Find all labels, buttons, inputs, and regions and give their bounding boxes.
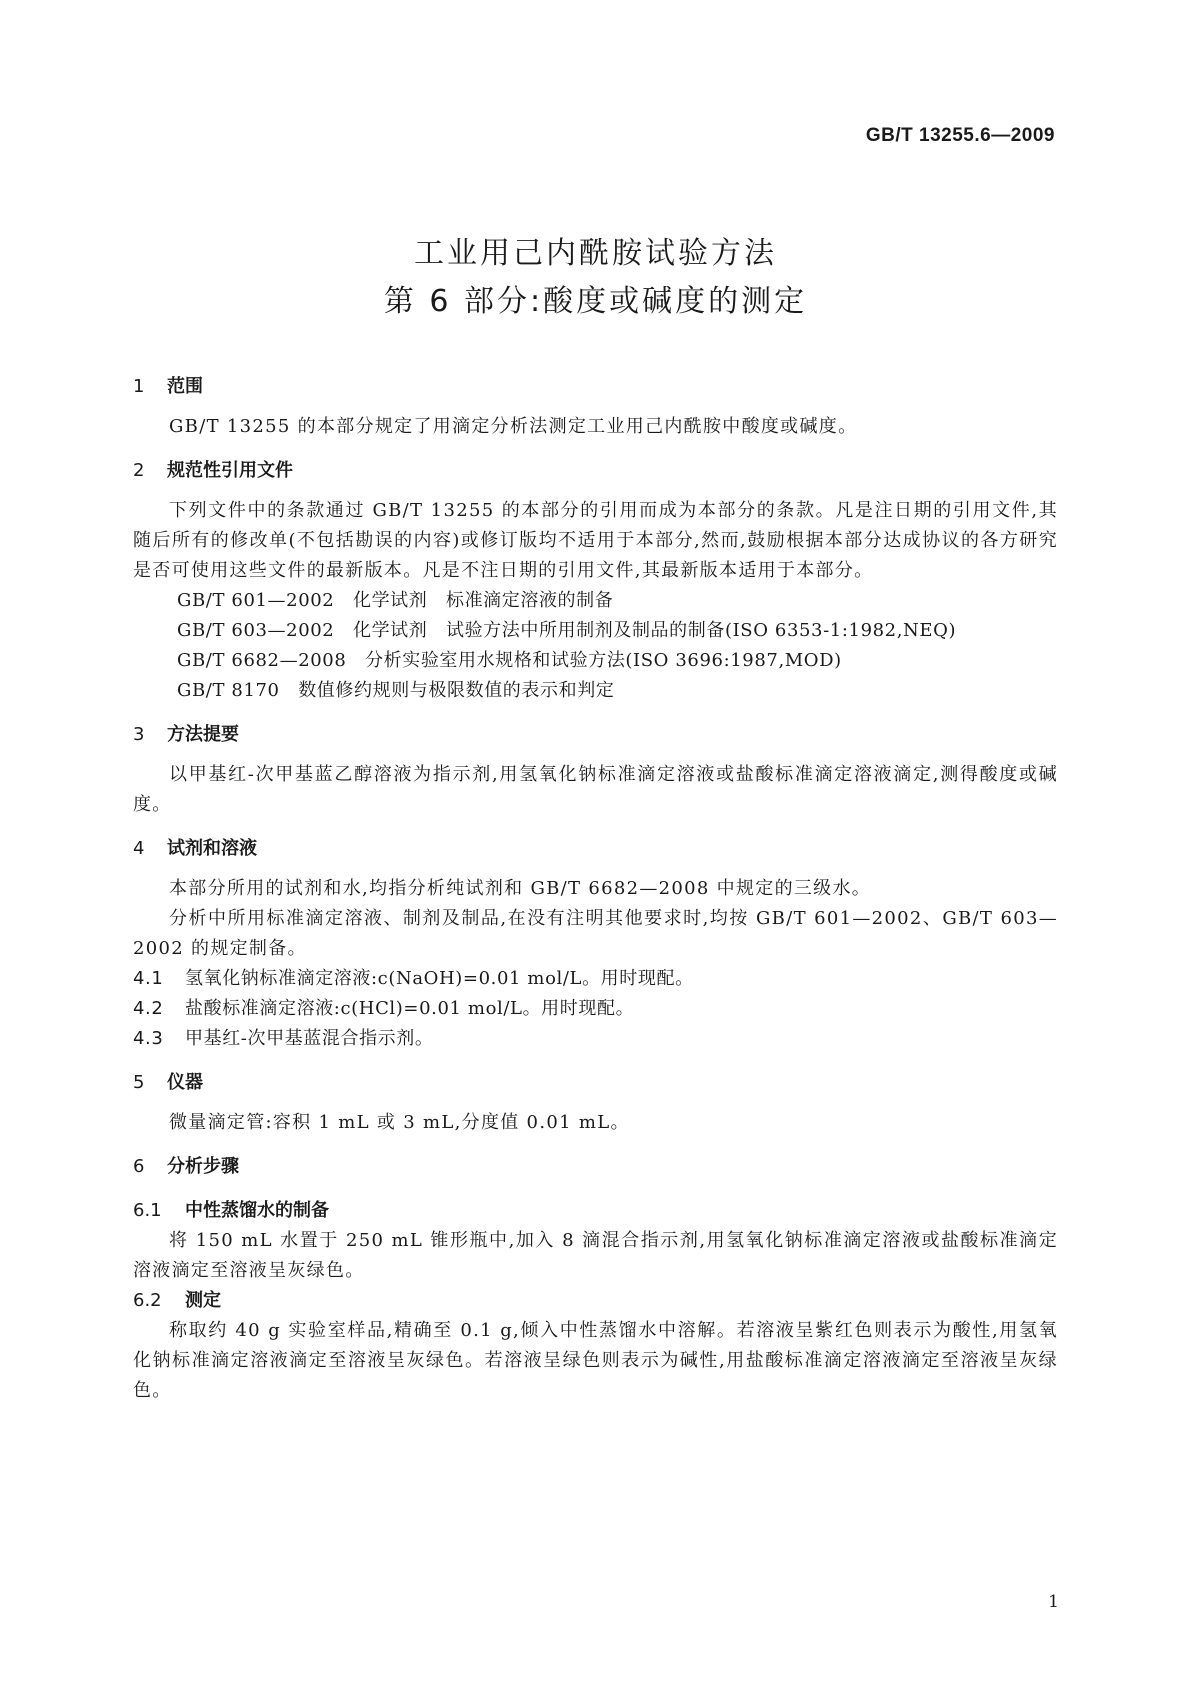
subsection-heading [133,1286,1058,1316]
clause-number: 4.2 [133,998,164,1019]
clause-text: 氢氧化钠标准滴定溶液:c(NaOH)=0.01 mol/L。用时现配。 [185,968,694,989]
paragraph: 将 150 mL 水置于 250 mL 锥形瓶中,加入 8 滴混合指示剂,用氢氧化钠标准滴定溶液或盐酸标准滴定溶液滴定至溶液呈灰绿色。 [133,1230,1058,1281]
reference-item: GB/T 6682—2008 分析实验室用水规格和试验方法(ISO 3696:1987,MOD) [177,650,842,671]
subsection-number: 6.2 [133,1290,162,1311]
subsection-number: 6.1 [133,1200,162,1221]
paragraph: 本部分所用的试剂和水,均指分析纯试剂和 GB/T 6682—2008 中规定的三级水。 [169,878,872,899]
section-number: 3 [133,724,145,745]
subsection-heading [133,1196,1058,1226]
section-heading-scope [133,372,1058,402]
paragraph: 下列文件中的条款通过 GB/T 13255 的本部分的引用而成为本部分的条款。凡是注日期的引用文件,其随后所有的修改单(不包括勘误的内容)或修订版均不适用于本部分,然而,鼓励根据本部分达成协议的各方研究是否可使用这些文件的最新版本。凡是不注日期的引用文件,其最新版本适用于本部分。 [133,500,1058,581]
section-heading-reagents [133,834,1058,864]
standard-number: GB/T 13255.6—2009 [865,125,1055,146]
clause-item [133,1024,1058,1054]
section-heading-apparatus [133,1068,1058,1098]
paragraph: 微量滴定管:容积 1 mL 或 3 mL,分度值 0.01 mL。 [169,1112,630,1133]
section-number: 1 [133,376,145,397]
section-number: 6 [133,1156,145,1177]
section-heading-normative-references [133,456,1058,486]
document-body [133,372,1058,1406]
clause-item [133,994,1058,1024]
document-subtitle: 第 6 部分:酸度或碱度的测定 [383,284,808,319]
section-number: 5 [133,1072,145,1093]
reference-item: GB/T 601—2002 化学试剂 标准滴定溶液的制备 [177,590,614,611]
clause-item [133,964,1058,994]
section-title: 试剂和溶液 [167,838,257,859]
subsection-title: 中性蒸馏水的制备 [185,1200,329,1221]
section-heading-principle [133,720,1058,750]
clause-text: 甲基红-次甲基蓝混合指示剂。 [185,1028,434,1049]
clause-number: 4.3 [133,1028,164,1049]
section-number: 2 [133,460,145,481]
paragraph: GB/T 13255 的本部分规定了用滴定分析法测定工业用己内酰胺中酸度或碱度。 [169,416,858,437]
section-number: 4 [133,838,145,859]
page-number: 1 [1048,1592,1059,1612]
paragraph: 分析中所用标准滴定溶液、制剂及制品,在没有注明其他要求时,均按 GB/T 601—2002、GB/T 603—2002 的规定制备。 [133,908,1058,959]
paragraph: 称取约 40 g 实验室样品,精确至 0.1 g,倾入中性蒸馏水中溶解。若溶液呈紫红色则表示为酸性,用氢氧化钠标准滴定溶液滴定至溶液呈灰绿色。若溶液呈绿色则表示为碱性,用盐酸标准滴定溶液滴定至溶液呈灰绿色。 [133,1320,1058,1401]
section-title: 方法提要 [167,724,239,745]
subsection-title: 测定 [185,1290,221,1311]
section-title: 分析步骤 [167,1156,239,1177]
reference-item: GB/T 603—2002 化学试剂 试验方法中所用制剂及制品的制备(ISO 6353-1:1982,NEQ) [177,620,957,641]
reference-item: GB/T 8170 数值修约规则与极限数值的表示和判定 [177,680,615,701]
paragraph: 以甲基红-次甲基蓝乙醇溶液为指示剂,用氢氧化钠标准滴定溶液或盐酸标准滴定溶液滴定,测得酸度或碱度。 [133,764,1058,815]
section-title: 仪器 [167,1072,203,1093]
clause-number: 4.1 [133,968,164,989]
clause-text: 盐酸标准滴定溶液:c(HCl)=0.01 mol/L。用时现配。 [185,998,635,1019]
section-title: 范围 [167,376,203,397]
section-title: 规范性引用文件 [167,460,293,481]
section-heading-procedure [133,1152,1058,1182]
document-title: 工业用己内酰胺试验方法 [414,236,777,271]
